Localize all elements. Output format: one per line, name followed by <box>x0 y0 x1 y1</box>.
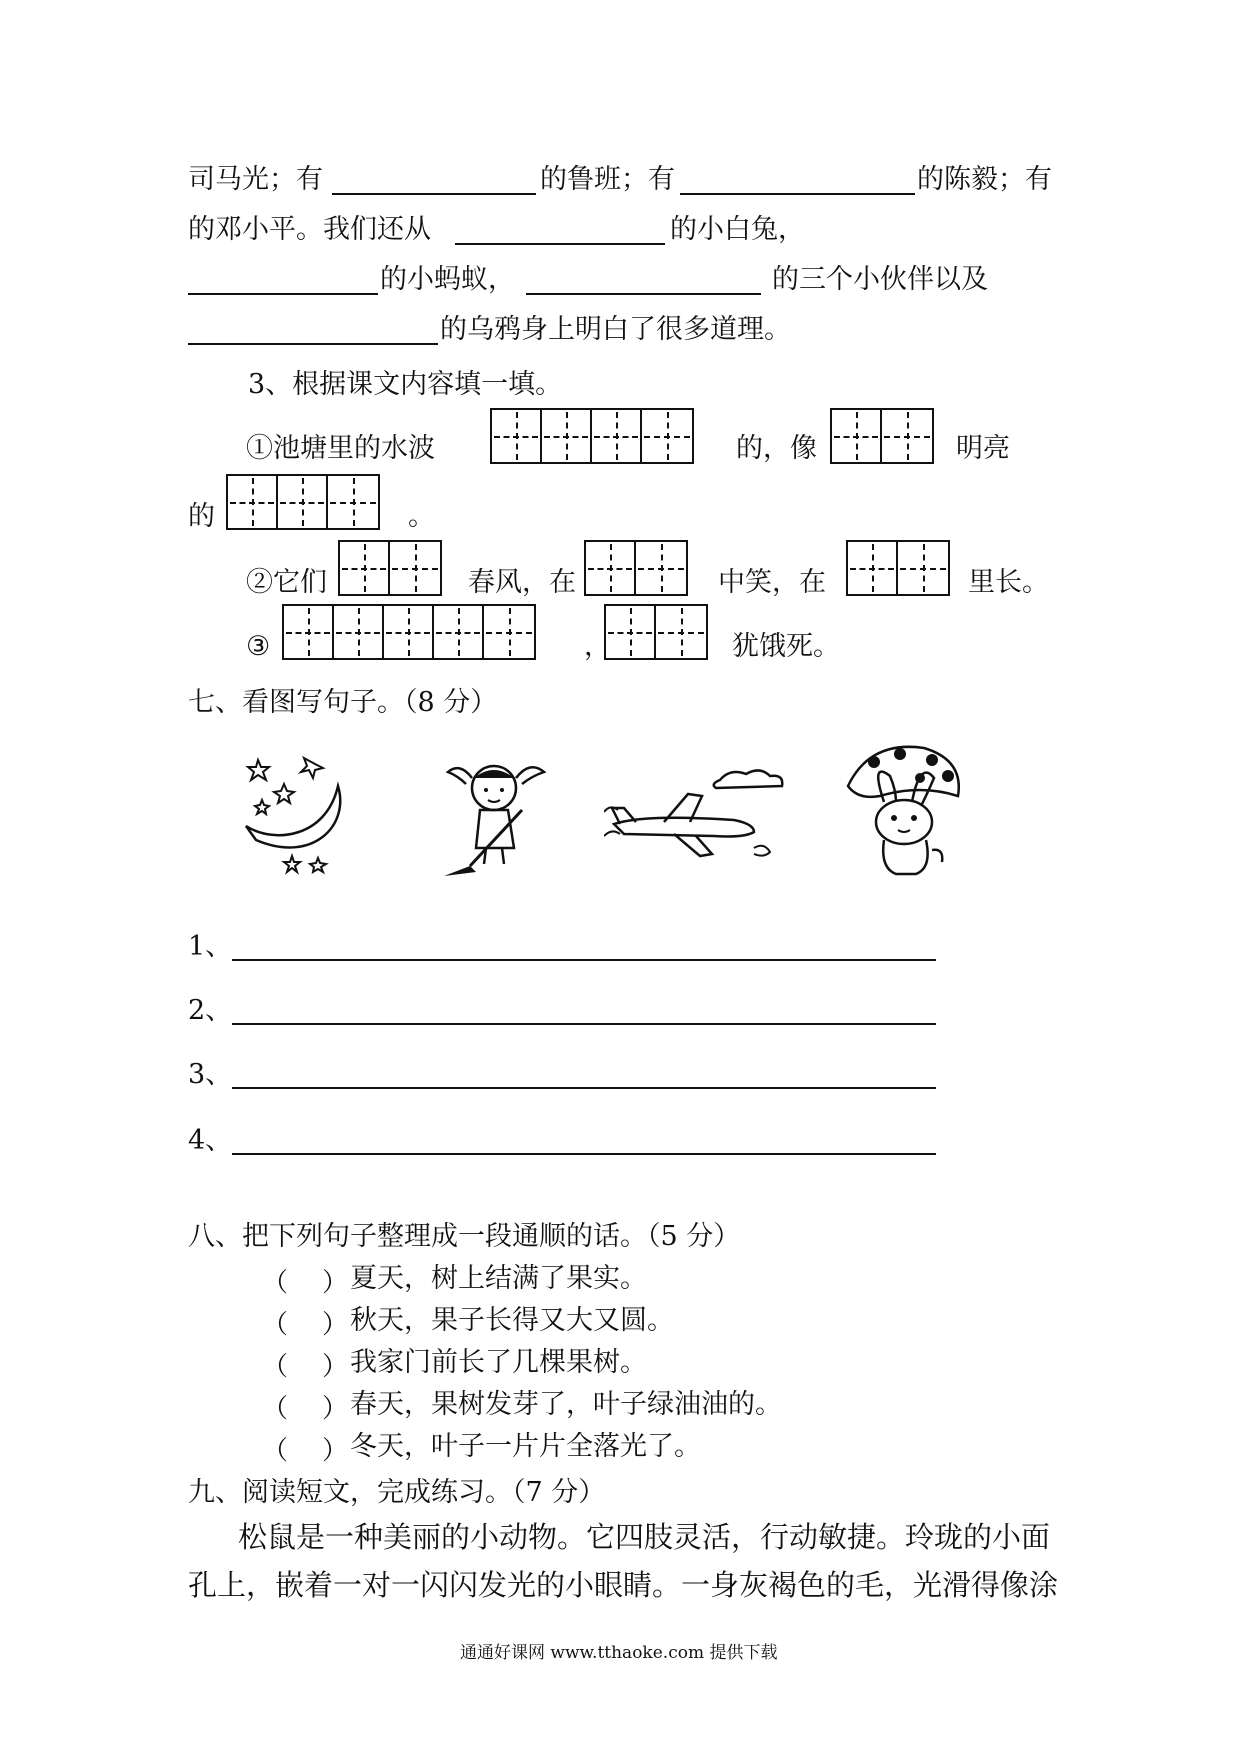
order-open-2: （ <box>262 1310 289 1340</box>
q3-item3-b: ， <box>584 631 611 662</box>
write-line-1[interactable] <box>232 959 936 961</box>
char-grid-5[interactable] <box>584 540 688 596</box>
passage-line3-a: 的小蚂蚁， <box>380 264 515 295</box>
q3-item3-a: ③ <box>246 631 271 662</box>
order-blank-3[interactable] <box>290 1374 320 1376</box>
moon-stars-icon <box>234 748 364 878</box>
q3-item1-e: 。 <box>408 501 435 532</box>
order-blank-1[interactable] <box>290 1290 320 1292</box>
write-line-3[interactable] <box>232 1087 936 1089</box>
write-line-label-3: 3、 <box>188 1059 233 1090</box>
blank-5[interactable] <box>526 293 761 295</box>
order-blank-4[interactable] <box>290 1416 320 1418</box>
char-grid-4[interactable] <box>338 540 442 596</box>
order-close-4: ） <box>322 1394 349 1424</box>
q3-title: 3、根据课文内容填一填。 <box>248 369 563 400</box>
order-open-5: （ <box>262 1436 289 1466</box>
char-grid-3[interactable] <box>226 474 380 530</box>
order-open-4: （ <box>262 1394 289 1424</box>
reading-line-2: 孔上，嵌着一对一闪闪发光的小眼睛。一身灰褐色的毛，光滑得像涂 <box>188 1568 1059 1602</box>
blank-6[interactable] <box>188 343 438 345</box>
blank-2[interactable] <box>680 193 915 195</box>
order-close-5: ） <box>322 1436 349 1466</box>
order-text-2: 秋天，果子长得又大又圆。 <box>350 1305 674 1336</box>
passage-line1-c: 的陈毅；有 <box>917 164 1052 195</box>
reading-line-1: 松鼠是一种美丽的小动物。它四肢灵活，行动敏捷。玲珑的小面 <box>238 1520 1051 1554</box>
order-close-3: ） <box>322 1352 349 1382</box>
order-close-1: ） <box>322 1268 349 1298</box>
order-open-3: （ <box>262 1352 289 1382</box>
write-line-4[interactable] <box>232 1153 936 1155</box>
order-blank-2[interactable] <box>290 1332 320 1334</box>
section8-title: 八、把下列句子整理成一段通顺的话。（5 分） <box>188 1221 741 1252</box>
order-open-1: （ <box>262 1268 289 1298</box>
char-grid-7[interactable] <box>282 604 536 660</box>
passage-line1-b: 的鲁班；有 <box>540 164 675 195</box>
blank-3[interactable] <box>455 243 665 245</box>
footer-text: 通通好课网 www.tthaoke.com 提供下载 <box>460 1643 778 1663</box>
char-grid-8[interactable] <box>604 604 708 660</box>
q3-item2-c: 中笑，在 <box>718 567 826 598</box>
q3-item2-b: 春风，在 <box>468 567 576 598</box>
passage-line4-a: 的乌鸦身上明白了很多道理。 <box>440 314 791 345</box>
section9-title: 九、阅读短文，完成练习。（7 分） <box>188 1477 606 1508</box>
airplane-cloud-icon <box>604 766 794 866</box>
char-grid-1[interactable] <box>490 408 694 464</box>
order-text-4: 春天，果树发芽了，叶子绿油油的。 <box>350 1389 782 1420</box>
write-line-label-1: 1、 <box>188 931 233 962</box>
rabbit-mushroom-icon <box>840 740 970 880</box>
write-line-2[interactable] <box>232 1023 936 1025</box>
order-text-1: 夏天，树上结满了果实。 <box>350 1263 647 1294</box>
write-line-label-2: 2、 <box>188 995 233 1026</box>
blank-4[interactable] <box>188 293 378 295</box>
passage-line2-a: 的邓小平。我们还从 <box>188 214 431 245</box>
q3-item1-a: ①池塘里的水波 <box>246 433 435 464</box>
q3-item1-d: 的 <box>188 501 215 532</box>
girl-sweeping-icon <box>440 748 550 878</box>
q3-item2-a: ②它们 <box>246 567 327 598</box>
q3-item1-b: 的，像 <box>736 433 817 464</box>
char-grid-2[interactable] <box>830 408 934 464</box>
order-close-2: ） <box>322 1310 349 1340</box>
passage-line1-a: 司马光；有 <box>188 164 323 195</box>
passage-line2-b: 的小白兔， <box>670 214 805 245</box>
write-line-label-4: 4、 <box>188 1125 233 1156</box>
blank-1[interactable] <box>332 193 536 195</box>
q3-item1-c: 明亮 <box>956 433 1010 464</box>
q3-item3-c: 犹饿死。 <box>732 631 840 662</box>
q3-item2-d: 里长。 <box>968 567 1049 598</box>
passage-line3-b: 的三个小伙伴以及 <box>772 264 988 295</box>
char-grid-6[interactable] <box>846 540 950 596</box>
section7-title: 七、看图写句子。（8 分） <box>188 687 498 718</box>
order-text-5: 冬天，叶子一片片全落光了。 <box>350 1431 701 1462</box>
order-blank-5[interactable] <box>290 1458 320 1460</box>
order-text-3: 我家门前长了几棵果树。 <box>350 1347 647 1378</box>
